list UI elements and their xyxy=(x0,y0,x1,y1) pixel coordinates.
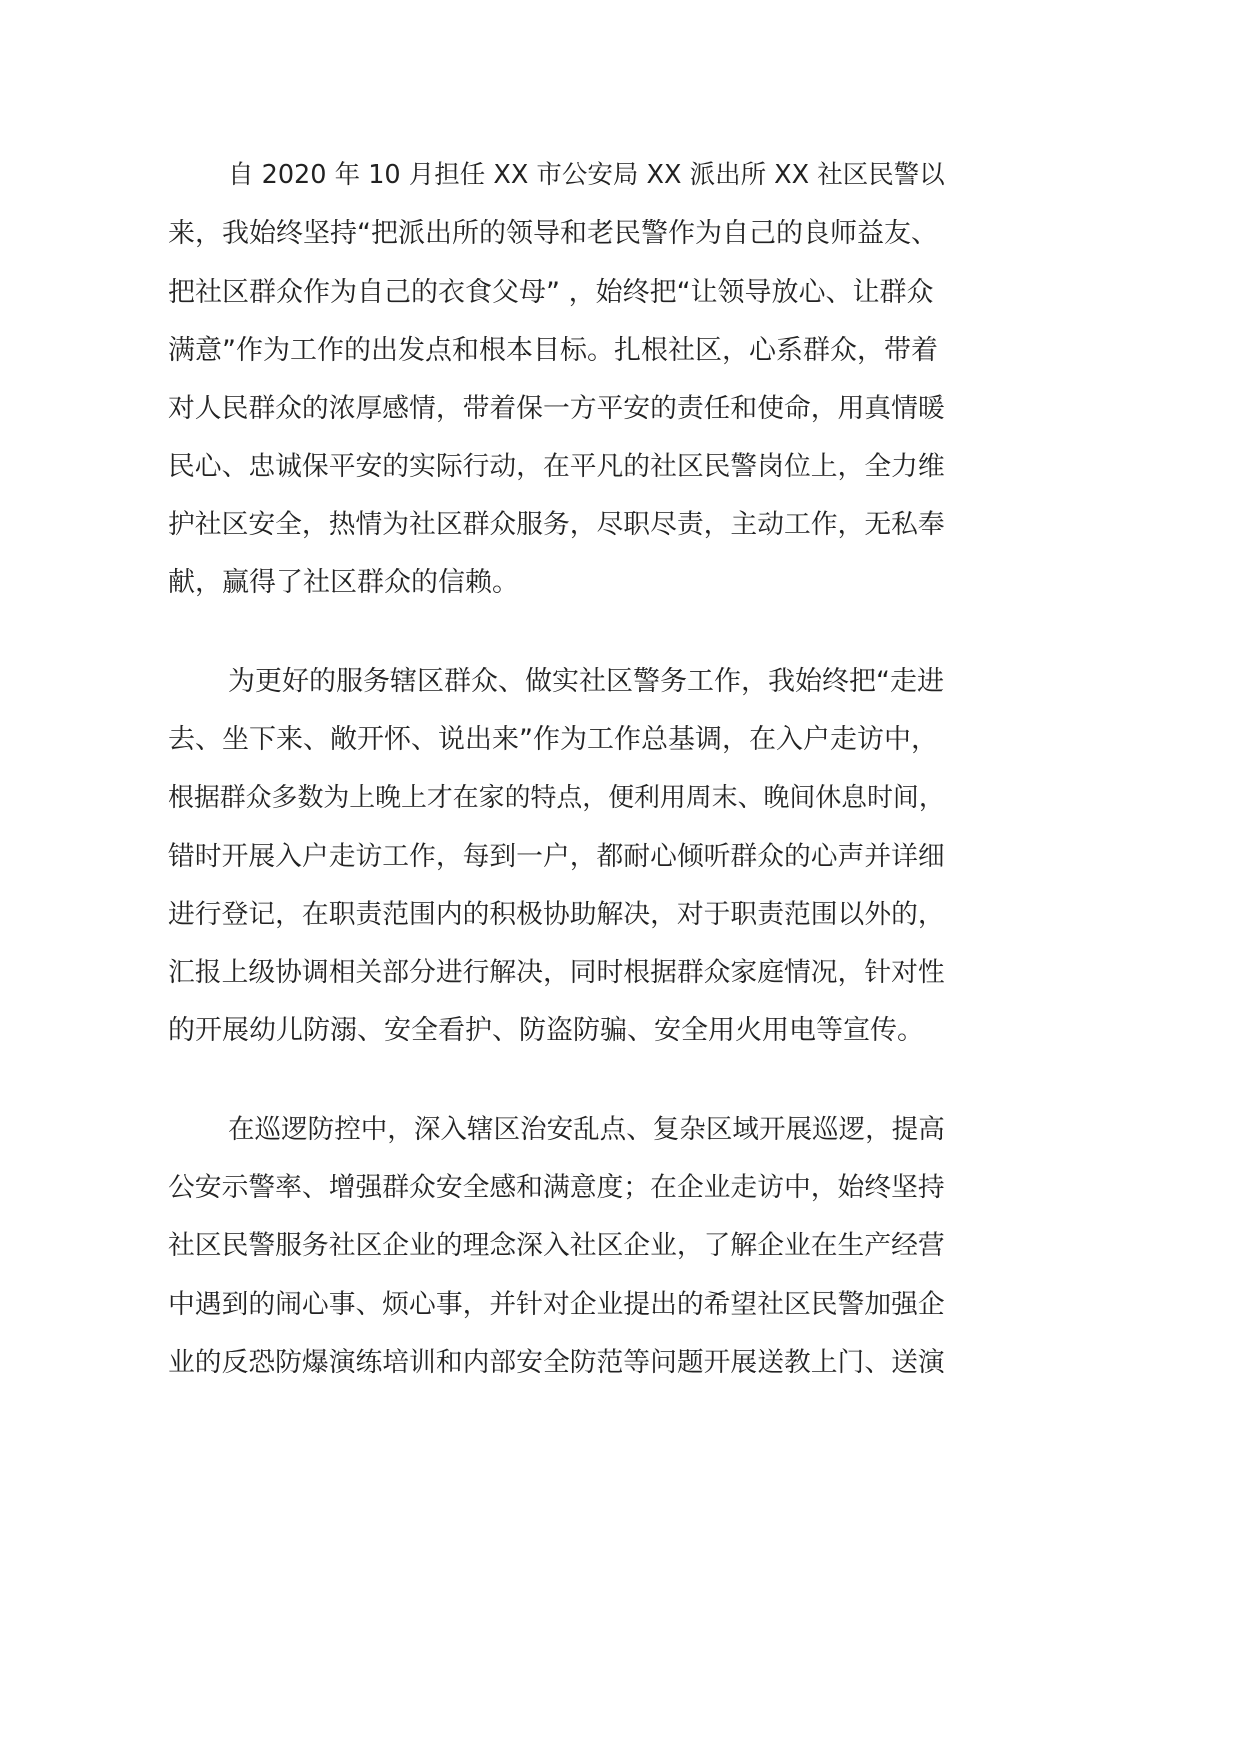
paragraph-line: 根据群众多数为上晚上才在家的特点，便利用周末、晚间休息时间， xyxy=(168,783,945,813)
paragraph-line: 自 2020 年 10 月担任 XX 市公安局 XX 派出所 XX 社区民警以 xyxy=(228,160,945,190)
paragraph-line: 进行登记，在职责范围内的积极协助解决，对于职责范围以外的， xyxy=(168,899,945,930)
paragraph-line: 满意”作为工作的出发点和根本目标。扎根社区，心系群众，带着 xyxy=(168,335,938,366)
paragraph-line: 为更好的服务辖区群众、做实社区警务工作，我始终把“走进 xyxy=(228,666,944,697)
paragraph-line: 汇报上级协调相关部分进行解决，同时根据群众家庭情况，针对性 xyxy=(168,957,945,988)
paragraph-line: 来，我始终坚持“把派出所的领导和老民警作为自己的良师益友、 xyxy=(168,218,938,249)
paragraph-line: 在巡逻防控中，深入辖区治安乱点、复杂区域开展巡逻，提高 xyxy=(228,1114,945,1145)
paragraph-line: 错时开展入户走访工作，每到一户，都耐心倾听群众的心声并详细 xyxy=(168,841,945,872)
paragraph-line: 献，赢得了社区群众的信赖。 xyxy=(168,567,519,598)
paragraph-line: 业的反恐防爆演练培训和内部安全防范等问题开展送教上门、送演 xyxy=(168,1347,945,1378)
paragraph-line: 社区民警服务社区企业的理念深入社区企业，了解企业在生产经营 xyxy=(168,1230,945,1261)
paragraph-line: 护社区安全，热情为社区群众服务，尽职尽责，主动工作，无私奉 xyxy=(168,509,945,540)
paragraph-line: 公安示警率、增强群众安全感和满意度；在企业走访中，始终坚持 xyxy=(168,1172,945,1203)
paragraph-line: 把社区群众作为自己的衣食父母” ，始终把“让领导放心、让群众 xyxy=(168,277,934,308)
paragraph-line: 中遇到的闹心事、烦心事，并针对企业提出的希望社区民警加强企 xyxy=(168,1289,945,1320)
paragraph-line: 对人民群众的浓厚感情，带着保一方平安的责任和使命，用真情暖 xyxy=(168,393,945,424)
paragraph-line: 民心、忠诚保平安的实际行动，在平凡的社区民警岗位上，全力维 xyxy=(168,451,945,482)
paragraph-line: 去、坐下来、敞开怀、说出来”作为工作总基调，在入户走访中， xyxy=(168,724,938,755)
paragraph-line: 的开展幼儿防溺、安全看护、防盗防骗、安全用火用电等宣传。 xyxy=(168,1015,924,1046)
